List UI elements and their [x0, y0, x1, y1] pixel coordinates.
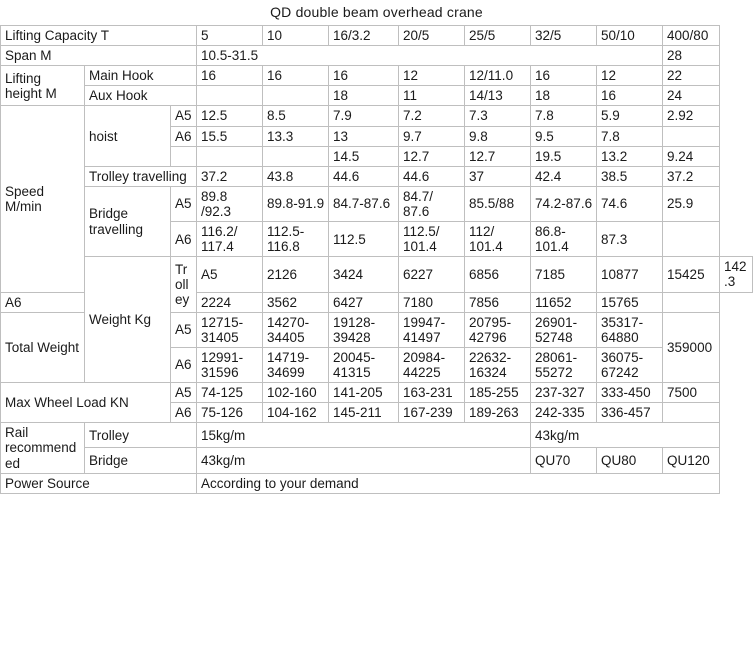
- cell-bridge-a6-8: [663, 222, 720, 257]
- grade-bridge-a5: A5: [171, 186, 197, 221]
- grade-main-hook-a6: A6: [171, 126, 197, 146]
- cell-hoist-main-a5-3: 7.9: [329, 106, 399, 126]
- cell-weight-trolley-a5-8: 142.3: [720, 257, 753, 292]
- table-row: [1, 448, 753, 473]
- cell-total-weight-a6-2: 14719-34699: [263, 347, 329, 382]
- cell-total-weight-a5-2: 14270-34405: [263, 312, 329, 347]
- cell-total-weight-a6-5: 22632-16324: [465, 347, 531, 382]
- cell-weight-trolley-a5-7: 15425: [663, 257, 720, 292]
- row-label-rail-recommended: Rail recommended: [1, 423, 85, 473]
- cell-rail-trolley-left: 15kg/m: [197, 423, 531, 448]
- cell-bridge-a5-7: 74.6: [597, 186, 663, 221]
- cell-lh-aux-3: 18: [329, 86, 399, 106]
- grade-total-weight-a6: A6: [171, 347, 197, 382]
- table-row: [1, 66, 753, 86]
- cell-lh-aux-8: 24: [663, 86, 720, 106]
- cell-lh-main-3: 16: [329, 66, 399, 86]
- table-row: [1, 186, 753, 221]
- row-label-lifting-capacity: Lifting Capacity T: [1, 26, 197, 46]
- cell-hoist-main-a6-5: 9.8: [465, 126, 531, 146]
- cell-hoist-main-a5-1: 12.5: [197, 106, 263, 126]
- sub-label-rail-trolley: Trolley: [85, 423, 197, 448]
- grade-wheel-load-a6: A6: [171, 403, 197, 423]
- cell-bridge-a6-7: 87.3: [597, 222, 663, 257]
- sub-label-hoist: hoist: [85, 106, 171, 166]
- table-row: [1, 26, 753, 46]
- cell-total-weight-a6-7: 36075-67242: [597, 347, 663, 382]
- cell-bridge-a6-5: 112/ 101.4: [465, 222, 531, 257]
- cell-rail-bridge-qu80: QU80: [597, 448, 663, 473]
- cell-hoist-main-a6-4: 9.7: [399, 126, 465, 146]
- cell-lh-aux-5: 14/13: [465, 86, 531, 106]
- cell-weight-trolley-a6-7: 15765: [597, 292, 663, 312]
- cell-hoist-main-a6-8: [663, 126, 720, 146]
- cell-total-weight-a6-4: 20984-44225: [399, 347, 465, 382]
- cell-hoist-aux-4: 12.7: [399, 146, 465, 166]
- cell-wheel-load-a5-1: 74-125: [197, 383, 263, 403]
- cell-wheel-load-a5-5: 185-255: [465, 383, 531, 403]
- cell-weight-trolley-a5-3: 6227: [399, 257, 465, 292]
- sub-label-rail-bridge: Bridge: [85, 448, 197, 473]
- cell-lifting-capacity-4: 20/5: [399, 26, 465, 46]
- cell-wheel-load-a5-2: 102-160: [263, 383, 329, 403]
- grade-total-weight-a5: A5: [171, 312, 197, 347]
- cell-hoist-main-a6-6: 9.5: [531, 126, 597, 146]
- specification-table: [0, 25, 753, 494]
- sub-label-aux-hook: Aux Hook: [85, 86, 197, 106]
- row-label-speed: Speed M/min: [1, 106, 85, 292]
- cell-rail-trolley-right: 43kg/m: [531, 423, 720, 448]
- cell-trolley-travelling-3: 44.6: [329, 166, 399, 186]
- cell-rail-bridge-qu120: QU120: [663, 448, 720, 473]
- cell-bridge-a5-6: 74.2-87.6: [531, 186, 597, 221]
- cell-hoist-aux-8: 9.24: [663, 146, 720, 166]
- cell-hoist-aux-3: 14.5: [329, 146, 399, 166]
- cell-weight-trolley-a5-1: 2126: [263, 257, 329, 292]
- cell-hoist-main-a6-1: 15.5: [197, 126, 263, 146]
- cell-wheel-load-a6-8: [663, 403, 720, 423]
- cell-lh-aux-4: 11: [399, 86, 465, 106]
- cell-lh-aux-1: [197, 86, 263, 106]
- cell-lifting-capacity-6: 32/5: [531, 26, 597, 46]
- cell-hoist-aux-6: 19.5: [531, 146, 597, 166]
- cell-lh-main-2: 16: [263, 66, 329, 86]
- row-label-power-source: Power Source: [1, 473, 197, 493]
- cell-trolley-travelling-4: 44.6: [399, 166, 465, 186]
- cell-hoist-main-a5-5: 7.3: [465, 106, 531, 126]
- cell-span-last: 28: [663, 46, 720, 66]
- cell-lifting-capacity-1: 5: [197, 26, 263, 46]
- cell-lh-main-1: 16: [197, 66, 263, 86]
- cell-lh-aux-2: [263, 86, 329, 106]
- cell-weight-trolley-a6-5: 7856: [465, 292, 531, 312]
- cell-total-weight-a5-4: 19947-41497: [399, 312, 465, 347]
- cell-hoist-aux-1: [197, 146, 263, 166]
- cell-lh-main-5: 12/11.0: [465, 66, 531, 86]
- cell-hoist-main-a5-6: 7.8: [531, 106, 597, 126]
- cell-hoist-main-a5-8: 2.92: [663, 106, 720, 126]
- cell-weight-trolley-a6-6: 11652: [531, 292, 597, 312]
- cell-weight-trolley-a5-5: 7185: [531, 257, 597, 292]
- table-row: [1, 383, 753, 403]
- cell-lh-main-8: 22: [663, 66, 720, 86]
- cell-lifting-capacity-8: 400/80: [663, 26, 720, 46]
- cell-wheel-load-a5-3: 141-205: [329, 383, 399, 403]
- grade-aux-hook: [171, 146, 197, 166]
- row-label-lifting-height: Lifting height M: [1, 66, 85, 106]
- cell-total-weight-a5-6: 26901-52748: [531, 312, 597, 347]
- cell-total-weight-last: 359000: [663, 312, 720, 382]
- cell-hoist-main-a6-7: 7.8: [597, 126, 663, 146]
- row-label-max-wheel-load: Max Wheel Load KN: [1, 383, 171, 423]
- table-row: [1, 423, 753, 448]
- cell-hoist-aux-2: [263, 146, 329, 166]
- cell-wheel-load-a5-8: 7500: [663, 383, 720, 403]
- grade-main-hook-a5: A5: [171, 106, 197, 126]
- grade-weight-trolley-a6: A6: [1, 292, 85, 312]
- cell-trolley-travelling-6: 42.4: [531, 166, 597, 186]
- cell-total-weight-a5-5: 20795-42796: [465, 312, 531, 347]
- cell-bridge-a6-4: 112.5/ 101.4: [399, 222, 465, 257]
- cell-bridge-a5-3: 84.7-87.6: [329, 186, 399, 221]
- cell-wheel-load-a6-6: 242-335: [531, 403, 597, 423]
- cell-rail-bridge-left: 43kg/m: [197, 448, 531, 473]
- cell-bridge-a5-4: 84.7/ 87.6: [399, 186, 465, 221]
- cell-weight-trolley-a5-4: 6856: [465, 257, 531, 292]
- cell-bridge-a5-2: 89.8-91.9: [263, 186, 329, 221]
- cell-trolley-travelling-7: 38.5: [597, 166, 663, 186]
- cell-wheel-load-a6-4: 167-239: [399, 403, 465, 423]
- cell-total-weight-a6-3: 20045-41315: [329, 347, 399, 382]
- cell-trolley-travelling-1: 37.2: [197, 166, 263, 186]
- sub-label-trolley-travelling: Trolley travelling: [85, 166, 197, 186]
- cell-power-source-value: According to your demand: [197, 473, 720, 493]
- cell-wheel-load-a5-7: 333-450: [597, 383, 663, 403]
- table-row: [1, 257, 753, 292]
- cell-wheel-load-a6-7: 336-457: [597, 403, 663, 423]
- cell-bridge-a6-6: 86.8-101.4: [531, 222, 597, 257]
- cell-bridge-a6-2: 112.5-116.8: [263, 222, 329, 257]
- cell-lh-main-6: 16: [531, 66, 597, 86]
- cell-wheel-load-a6-2: 104-162: [263, 403, 329, 423]
- cell-lh-aux-7: 16: [597, 86, 663, 106]
- cell-lh-main-4: 12: [399, 66, 465, 86]
- cell-total-weight-a6-1: 12991-31596: [197, 347, 263, 382]
- sub-label-weight-trolley: Trolley: [171, 257, 197, 312]
- cell-weight-trolley-a5-2: 3424: [329, 257, 399, 292]
- cell-hoist-main-a6-3: 13: [329, 126, 399, 146]
- cell-bridge-a5-1: 89.8 /92.3: [197, 186, 263, 221]
- cell-hoist-main-a5-4: 7.2: [399, 106, 465, 126]
- cell-wheel-load-a6-5: 189-263: [465, 403, 531, 423]
- cell-lh-aux-6: 18: [531, 86, 597, 106]
- table-row: [1, 473, 753, 493]
- cell-bridge-a5-8: 25.9: [663, 186, 720, 221]
- cell-total-weight-a5-7: 35317-64880: [597, 312, 663, 347]
- cell-trolley-travelling-5: 37: [465, 166, 531, 186]
- cell-weight-trolley-a5-6: 10877: [597, 257, 663, 292]
- grade-wheel-load-a5: A5: [171, 383, 197, 403]
- table-row: [1, 166, 753, 186]
- cell-hoist-main-a5-2: 8.5: [263, 106, 329, 126]
- cell-trolley-travelling-2: 43.8: [263, 166, 329, 186]
- row-label-span: Span M: [1, 46, 197, 66]
- sub-label-main-hook: Main Hook: [85, 66, 197, 86]
- cell-hoist-main-a5-7: 5.9: [597, 106, 663, 126]
- cell-trolley-travelling-8: 37.2: [663, 166, 720, 186]
- cell-lifting-capacity-3: 16/3.2: [329, 26, 399, 46]
- cell-bridge-a6-1: 116.2/ 117.4: [197, 222, 263, 257]
- grade-bridge-a6: A6: [171, 222, 197, 257]
- cell-hoist-aux-7: 13.2: [597, 146, 663, 166]
- cell-total-weight-a6-6: 28061-55272: [531, 347, 597, 382]
- cell-bridge-a6-3: 112.5: [329, 222, 399, 257]
- cell-weight-trolley-a6-3: 6427: [329, 292, 399, 312]
- cell-hoist-main-a6-2: 13.3: [263, 126, 329, 146]
- cell-total-weight-a5-1: 12715-31405: [197, 312, 263, 347]
- cell-wheel-load-a5-4: 163-231: [399, 383, 465, 403]
- cell-lifting-capacity-7: 50/10: [597, 26, 663, 46]
- page-title: QD double beam overhead crane: [270, 4, 483, 20]
- row-label-weight: Weight Kg: [85, 257, 171, 383]
- table-row: [1, 86, 753, 106]
- cell-span-range: 10.5-31.5: [197, 46, 663, 66]
- cell-weight-trolley-a6-4: 7180: [399, 292, 465, 312]
- sub-label-bridge-travelling: Bridge travelling: [85, 186, 171, 256]
- cell-total-weight-a5-3: 19128-39428: [329, 312, 399, 347]
- cell-lifting-capacity-2: 10: [263, 26, 329, 46]
- cell-wheel-load-a6-3: 145-211: [329, 403, 399, 423]
- grade-weight-trolley-a5: A5: [197, 257, 263, 292]
- cell-rail-bridge-qu70: QU70: [531, 448, 597, 473]
- cell-lh-main-7: 12: [597, 66, 663, 86]
- table-row: [1, 106, 753, 126]
- cell-weight-trolley-a6-2: 3562: [263, 292, 329, 312]
- cell-wheel-load-a5-6: 237-327: [531, 383, 597, 403]
- cell-hoist-aux-5: 12.7: [465, 146, 531, 166]
- cell-weight-trolley-a6-1: 2224: [197, 292, 263, 312]
- cell-bridge-a5-5: 85.5/88: [465, 186, 531, 221]
- cell-wheel-load-a6-1: 75-126: [197, 403, 263, 423]
- table-row: [1, 46, 753, 66]
- cell-lifting-capacity-5: 25/5: [465, 26, 531, 46]
- cell-weight-trolley-a6-8: [663, 292, 720, 312]
- sub-label-total-weight: Total Weight: [1, 312, 85, 382]
